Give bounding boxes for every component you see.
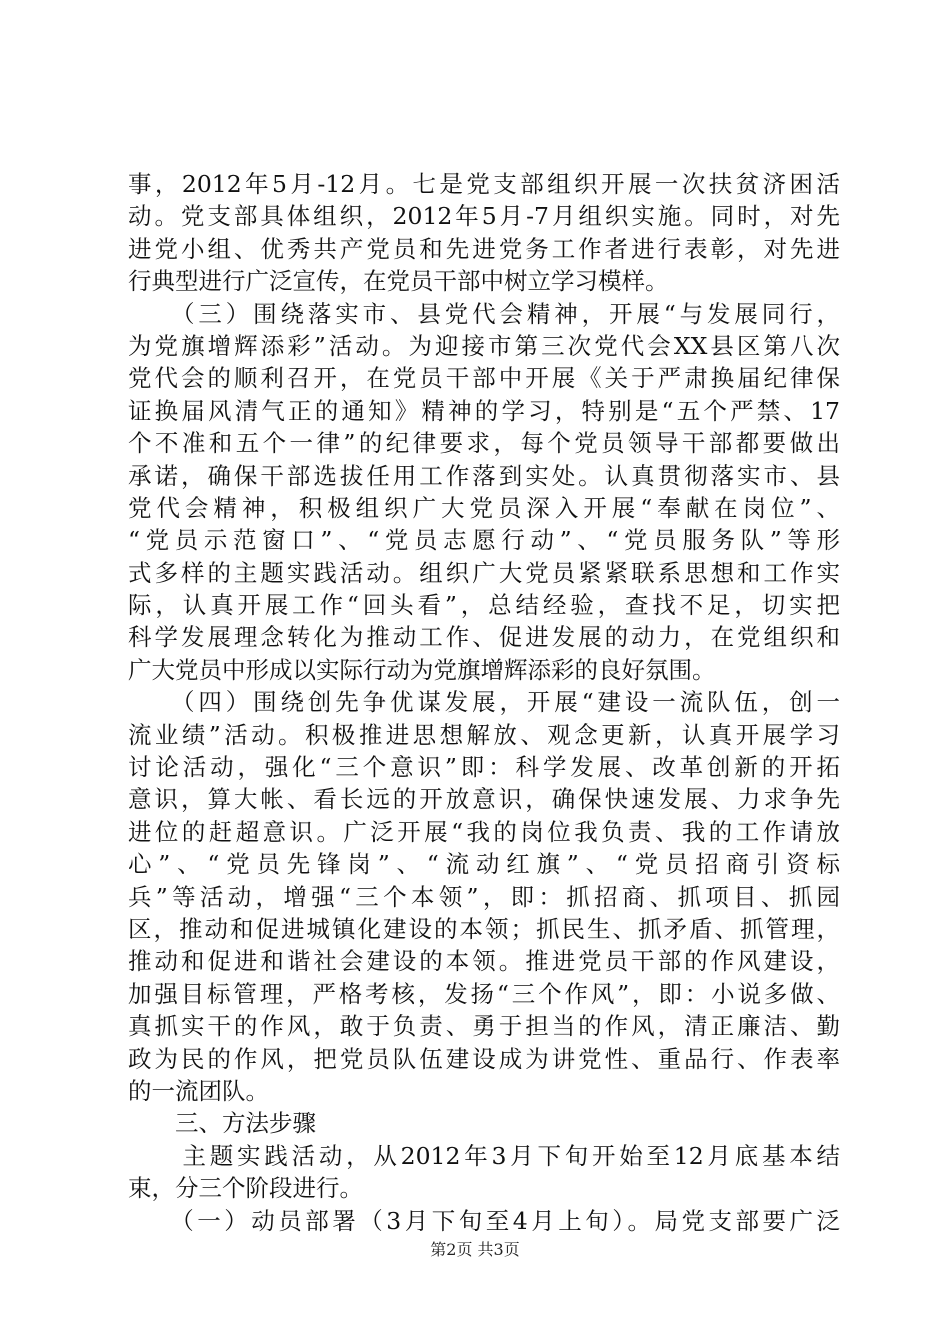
document-body [128, 168, 840, 1237]
text-line: 党代会精神，积极组织广大党员深入开展“奉献在岗位”、 [128, 493, 840, 522]
text-line: 的一流团队。 [128, 1076, 269, 1105]
text-line: （三）围绕落实市、县党代会精神，开展“与发展同行， [128, 299, 840, 328]
text-line: 流业绩”活动。积极推进思想解放、观念更新，认真开展学习 [128, 720, 840, 749]
text-line: （一）动员部署（3月下旬至4月上旬）。局党支部要广泛 [128, 1206, 840, 1235]
text-line: 兵”等活动，增强“三个本领”，即：抓招商、抓项目、抓园 [128, 882, 840, 911]
text-line: 主题实践活动，从2012年3月下旬开始至12月底基本结 [128, 1141, 840, 1170]
text-line: 束，分三个阶段进行。 [128, 1174, 363, 1203]
text-line: 讨论活动，强化“三个意识”即：科学发展、改革创新的开拓 [128, 753, 840, 782]
text-line: 三、方法步骤 [128, 1109, 316, 1138]
page-footer: 第2页 共3页 [430, 1240, 520, 1259]
text-line: 承诺，确保干部选拔任用工作落到实处。认真贯彻落实市、县 [128, 461, 840, 490]
text-line: 动。党支部具体组织，2012年5月-7月组织实施。同时，对先 [128, 202, 840, 231]
text-line: 心”、“党员先锋岗”、“流动红旗”、“党员招商引资标 [128, 850, 840, 879]
text-line: 个不准和五个一律”的纪律要求，每个党员领导干部都要做出 [128, 429, 840, 458]
text-line: “党员示范窗口”、“党员志愿行动”、“党员服务队”等形 [128, 526, 840, 555]
text-line: 事，2012年5月-12月。七是党支部组织开展一次扶贫济困活 [128, 170, 840, 198]
text-line: 政为民的作风，把党员队伍建设成为讲党性、重品行、作表率 [128, 1044, 840, 1073]
text-line: 证换届风清气正的通知》精神的学习，特别是“五个严禁、17 [128, 396, 840, 425]
text-line: 进党小组、优秀共产党员和先进党务工作者进行表彰，对先进 [128, 234, 840, 263]
text-line: （四）围绕创先争优谋发展，开展“建设一流队伍，创一 [128, 688, 840, 717]
text-line: 党代会的顺利召开，在党员干部中开展《关于严肃换届纪律保 [128, 364, 840, 393]
text-line: 际，认真开展工作“回头看”，总结经验，查找不足，切实把 [128, 591, 840, 620]
text-line: 推动和促进和谐社会建设的本领。推进党员干部的作风建设， [128, 947, 840, 976]
text-line: 科学发展理念转化为推动工作、促进发展的动力，在党组织和 [128, 623, 840, 652]
text-line: 意识，算大帐、看长远的开放意识，确保快速发展、力求争先 [128, 785, 840, 814]
text-line: 为党旗增辉添彩”活动。为迎接市第三次党代会XX县区第八次 [128, 331, 840, 360]
text-line: 行典型进行广泛宣传，在党员干部中树立学习模样。 [128, 267, 669, 296]
text-line: 真抓实干的作风，敢于负责、勇于担当的作风，清正廉洁、勤 [128, 1012, 840, 1041]
text-line: 加强目标管理，严格考核，发扬“三个作风”，即：小说多做、 [128, 979, 840, 1008]
text-line: 广大党员中形成以实际行动为党旗增辉添彩的良好氛围。 [128, 655, 716, 684]
text-line: 式多样的主题实践活动。组织广大党员紧紧联系思想和工作实 [128, 558, 840, 587]
text-line: 进位的赶超意识。广泛开展“我的岗位我负责、我的工作请放 [128, 817, 840, 846]
text-line: 区，推动和促进城镇化建设的本领；抓民生、抓矛盾、抓管理， [128, 914, 840, 943]
